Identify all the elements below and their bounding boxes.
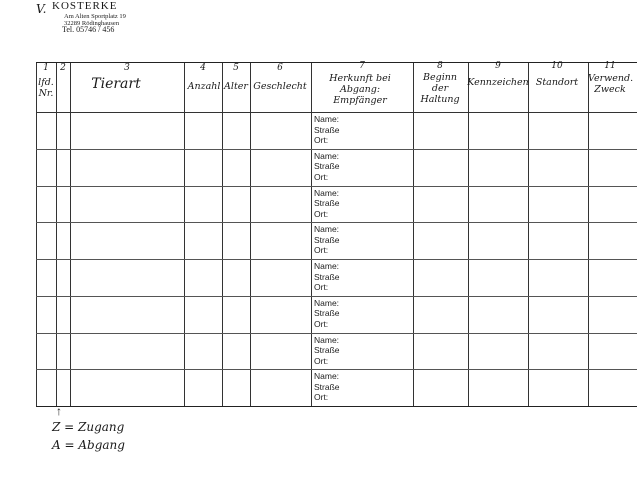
col-10-number: 10: [551, 61, 563, 71]
address-label-street: Straße: [314, 234, 340, 245]
address-label-city: Ort:: [314, 135, 329, 145]
col-5-number: 5: [233, 63, 239, 73]
col-7-number: 7: [359, 61, 365, 71]
col-8-label: Beginn der Haltung: [420, 72, 460, 105]
address-label-block: [314, 298, 340, 330]
col-4-number: 4: [200, 63, 206, 73]
col-6-label: Geschlecht: [253, 81, 307, 92]
address-label-street: Straße: [314, 124, 340, 135]
stamp-mark: V.: [36, 2, 47, 16]
note-abgang: A = Abgang: [52, 438, 125, 452]
address-label-block: [314, 224, 340, 256]
col-9-label: Kennzeichen: [467, 77, 529, 88]
address-label-name: Name:: [314, 114, 340, 124]
stamp-city: 32289 Rödinghausen: [64, 20, 120, 27]
stamp-phone: Tel. 05746 / 456: [62, 25, 115, 34]
address-label-street: Straße: [314, 381, 340, 392]
address-label-city: Ort:: [314, 355, 329, 366]
address-label-city: Ort:: [314, 318, 329, 329]
col-3-number: 3: [124, 63, 130, 73]
stamp-company-name: KOSTERKE: [52, 0, 118, 12]
row-divider: [36, 296, 637, 297]
col-7-label: Herkunft bei Abgang: Empfänger: [329, 73, 391, 106]
col-11-number: 11: [604, 61, 616, 71]
col-6-number: 6: [277, 63, 283, 73]
col-11-label: Verwend. Zweck: [588, 73, 634, 95]
animal-register-table: [36, 62, 637, 407]
address-label-name: Name:: [314, 297, 340, 308]
address-label-name: Name:: [314, 371, 340, 382]
address-label-street: Straße: [314, 198, 340, 208]
row-divider: [36, 259, 637, 260]
address-label-name: Name:: [314, 224, 340, 235]
address-label-block: [314, 261, 340, 293]
note-zugang: Z = Zugang: [52, 420, 125, 434]
up-arrow-icon: ↑: [56, 404, 62, 418]
address-label-street: Straße: [314, 345, 340, 355]
address-label-block: [314, 188, 340, 220]
row-divider: [36, 333, 637, 334]
col-2-number: 2: [60, 63, 66, 73]
row-divider: [36, 186, 637, 187]
address-label-block: [314, 114, 340, 146]
col-8-number: 8: [437, 61, 443, 71]
address-label-block: [314, 151, 340, 183]
address-label-city: Ort:: [314, 208, 329, 219]
address-label-name: Name:: [314, 334, 340, 345]
address-label-city: Ort:: [314, 245, 329, 256]
address-label-street: Straße: [314, 161, 340, 172]
address-label-name: Name:: [314, 187, 340, 198]
address-label-street: Straße: [314, 308, 340, 319]
address-label-name: Name:: [314, 150, 340, 161]
row-divider: [36, 149, 637, 150]
col-10-label: Standort: [535, 77, 579, 88]
col-3-label: Tierart: [91, 76, 141, 92]
col-1-label: lfd. Nr.: [38, 77, 54, 99]
stamp-street: Am Alten Sportplatz 19: [64, 13, 126, 20]
col-9-number: 9: [495, 61, 501, 71]
address-label-city: Ort:: [314, 282, 329, 292]
col-5-label: Alter: [224, 81, 248, 92]
address-label-block: [314, 335, 340, 367]
address-label-city: Ort:: [314, 392, 329, 403]
address-label-name: Name:: [314, 261, 340, 271]
col-4-label: Anzahl: [187, 81, 221, 92]
row-divider: [36, 222, 637, 223]
address-label-street: Straße: [314, 271, 340, 282]
col-1-number: 1: [43, 63, 49, 73]
row-divider: [36, 369, 637, 370]
address-label-block: [314, 371, 340, 403]
address-label-city: Ort:: [314, 171, 329, 182]
